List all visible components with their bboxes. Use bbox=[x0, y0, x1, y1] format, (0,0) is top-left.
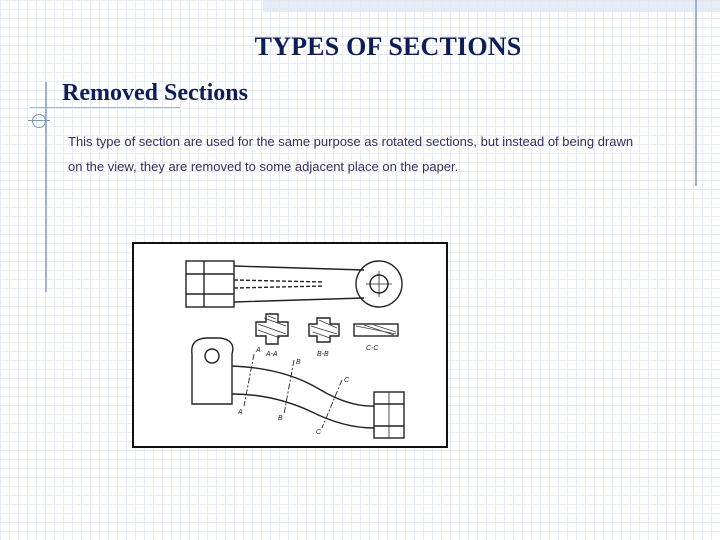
top-view-arm bbox=[234, 266, 364, 302]
cut-letter-b-top: B bbox=[296, 359, 301, 366]
top-decorative-band bbox=[263, 0, 720, 12]
label-section-aa: A-A bbox=[266, 351, 278, 358]
front-view-arm-bottom bbox=[232, 394, 374, 428]
label-section-cc: C-C bbox=[366, 345, 379, 352]
slide-title: TYPES OF SECTIONS bbox=[254, 32, 522, 61]
body-line-2: on the view, they are removed to some adjacent place on the paper. bbox=[68, 159, 459, 174]
right-decorative-rule bbox=[695, 0, 697, 186]
cut-letter-c-top: C bbox=[344, 377, 350, 384]
drawing-svg bbox=[134, 244, 446, 446]
body-line-1: This type of section are used for the same purpose as rotated sections, but instead of being drawn bbox=[68, 134, 634, 149]
decorative-ring-icon bbox=[32, 114, 46, 128]
cut-letter-b-bottom: B bbox=[278, 415, 283, 422]
front-view-arm-top bbox=[232, 366, 374, 406]
cut-line-b bbox=[284, 360, 294, 414]
label-section-bb: B-B bbox=[317, 351, 329, 358]
left-decorative-rule bbox=[45, 82, 47, 292]
removed-section-drawing bbox=[132, 242, 448, 448]
cut-letter-a-bottom: A bbox=[238, 409, 243, 416]
heading-underline-rule bbox=[30, 107, 180, 108]
cut-letter-c-bottom: C bbox=[316, 429, 322, 436]
section-heading: Removed Sections bbox=[62, 80, 248, 106]
cut-line-a bbox=[244, 354, 254, 406]
front-view-hub bbox=[192, 338, 233, 404]
cut-letter-a-top: A bbox=[256, 347, 261, 354]
body-text bbox=[68, 129, 688, 179]
top-view-hub bbox=[186, 261, 234, 307]
